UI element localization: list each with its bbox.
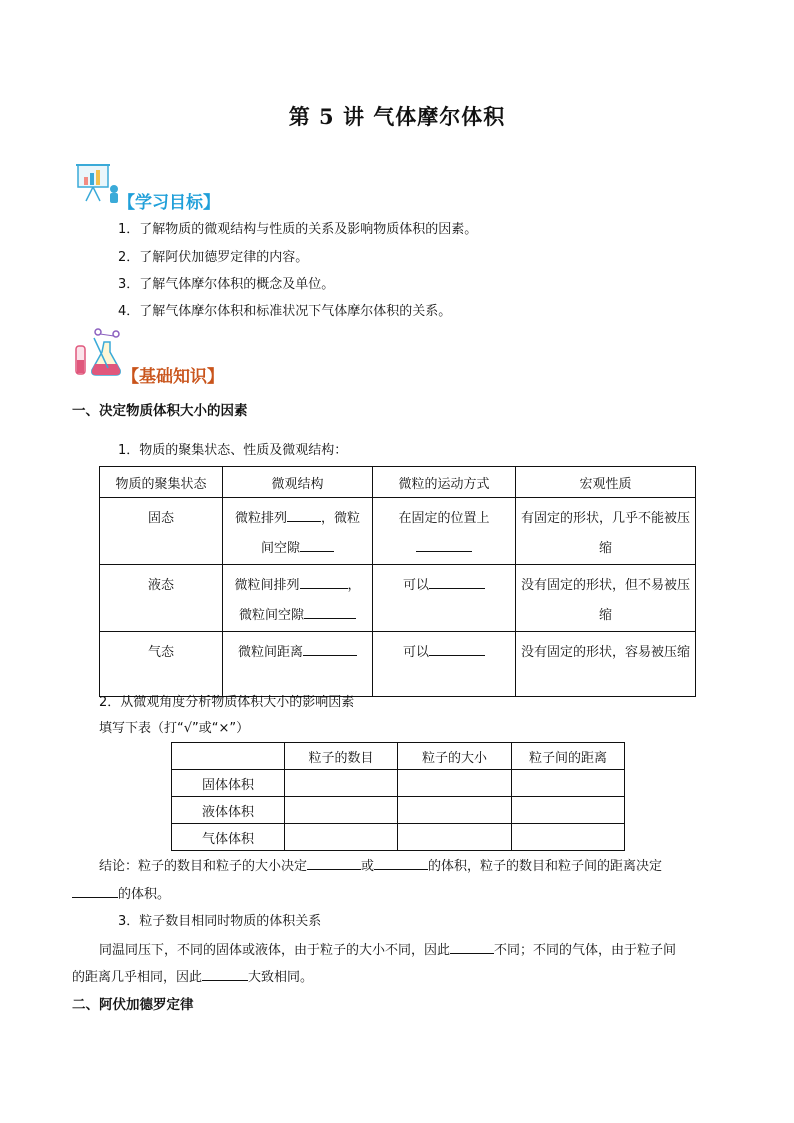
- answer-blank[interactable]: [303, 641, 357, 656]
- answer-blank[interactable]: [300, 537, 334, 552]
- answer-cell[interactable]: [285, 824, 398, 851]
- answer-cell[interactable]: [512, 824, 625, 851]
- table-header-cell: 粒子间的距离: [512, 743, 625, 770]
- micro-structure-cell: 微粒间排列 ， 微粒间空隙: [223, 565, 373, 632]
- macro-property-cell: 有固定的形状，几乎不能被压缩: [516, 498, 696, 565]
- subheading-1: 1．物质的聚集状态、性质及微观结构：: [118, 443, 348, 458]
- answer-blank[interactable]: [374, 855, 428, 870]
- goal-item: 3．了解气体摩尔体积的概念及单位。: [118, 277, 335, 292]
- table-header-cell: [172, 743, 285, 770]
- part1-heading: 一、决定物质体积大小的因素: [72, 403, 248, 419]
- states-table: [99, 466, 696, 697]
- factors-table: [171, 742, 625, 851]
- conclusion-line: 结论：粒子的数目和粒子的大小决定 或 的体积，粒子的数目和粒子间的距离决定: [99, 855, 662, 874]
- flask-icon: [74, 328, 124, 378]
- table-row: [100, 498, 696, 565]
- answer-cell[interactable]: [285, 797, 398, 824]
- row-label-cell: 气体体积: [172, 824, 285, 851]
- paragraph-line: 的距离几乎相同，因此 大致相同。: [72, 966, 313, 985]
- table-header-cell: 宏观性质: [516, 467, 696, 498]
- answer-blank[interactable]: [429, 574, 485, 589]
- state-cell: 气态: [100, 632, 223, 697]
- answer-blank[interactable]: [429, 641, 485, 656]
- paragraph-line: 同温同压下，不同的固体或液体，由于粒子的大小不同，因此 不同；不同的气体，由于粒子间: [99, 939, 676, 958]
- part2-heading: 二、阿伏加德罗定律: [72, 997, 194, 1013]
- table-header-row: [172, 743, 625, 770]
- table-header-cell: 微观结构: [223, 467, 373, 498]
- table-row: [172, 824, 625, 851]
- answer-cell[interactable]: [398, 824, 512, 851]
- answer-cell[interactable]: [285, 770, 398, 797]
- row-label-cell: 液体体积: [172, 797, 285, 824]
- answer-blank[interactable]: [202, 966, 248, 981]
- conclusion-line: 的体积。: [72, 883, 170, 902]
- table-header-row: [100, 467, 696, 498]
- goal-item: 2．了解阿伏加德罗定律的内容。: [118, 250, 309, 265]
- state-cell: 液态: [100, 565, 223, 632]
- answer-blank[interactable]: [307, 855, 361, 870]
- answer-cell[interactable]: [398, 770, 512, 797]
- table-row: [172, 770, 625, 797]
- motion-cell: 在固定的位置上: [373, 498, 516, 565]
- table-row: [100, 632, 696, 697]
- answer-blank[interactable]: [72, 883, 118, 898]
- answer-blank[interactable]: [287, 507, 321, 522]
- table-row: [172, 797, 625, 824]
- motion-cell: 可以: [373, 632, 516, 697]
- goal-item: 1．了解物质的微观结构与性质的关系及影响物质体积的因素。: [118, 222, 478, 237]
- macro-property-cell: 没有固定的形状，但不易被压缩: [516, 565, 696, 632]
- section-label-goals: 【学习目标】: [118, 193, 220, 213]
- row-label-cell: 固体体积: [172, 770, 285, 797]
- answer-cell[interactable]: [512, 797, 625, 824]
- subheading-2: 2．从微观角度分析物质体积大小的影响因素: [99, 695, 355, 710]
- micro-structure-cell: 微粒间距离: [223, 632, 373, 697]
- answer-blank[interactable]: [300, 574, 348, 589]
- presentation-board-icon: [74, 163, 122, 207]
- answer-blank[interactable]: [416, 537, 472, 552]
- answer-cell[interactable]: [512, 770, 625, 797]
- answer-cell[interactable]: [398, 797, 512, 824]
- page-title: 第 5 讲 气体摩尔体积: [288, 104, 506, 129]
- goal-item: 4．了解气体摩尔体积和标准状况下气体摩尔体积的关系。: [118, 304, 452, 319]
- motion-cell: 可以: [373, 565, 516, 632]
- table-row: [100, 565, 696, 632]
- answer-blank[interactable]: [304, 604, 356, 619]
- section-label-basics: 【基础知识】: [122, 367, 224, 387]
- subheading-3: 3．粒子数目相同时物质的体积关系: [118, 914, 322, 929]
- table-header-cell: 微粒的运动方式: [373, 467, 516, 498]
- state-cell: 固态: [100, 498, 223, 565]
- micro-structure-cell: 微粒排列 ，微粒 间空隙: [223, 498, 373, 565]
- table-header-cell: 粒子的大小: [398, 743, 512, 770]
- table-header-cell: 粒子的数目: [285, 743, 398, 770]
- table-instruction: 填写下表（打“√”或“×”）: [99, 721, 250, 736]
- macro-property-cell: 没有固定的形状，容易被压缩: [516, 632, 696, 697]
- table-header-cell: 物质的聚集状态: [100, 467, 223, 498]
- answer-blank[interactable]: [450, 939, 494, 954]
